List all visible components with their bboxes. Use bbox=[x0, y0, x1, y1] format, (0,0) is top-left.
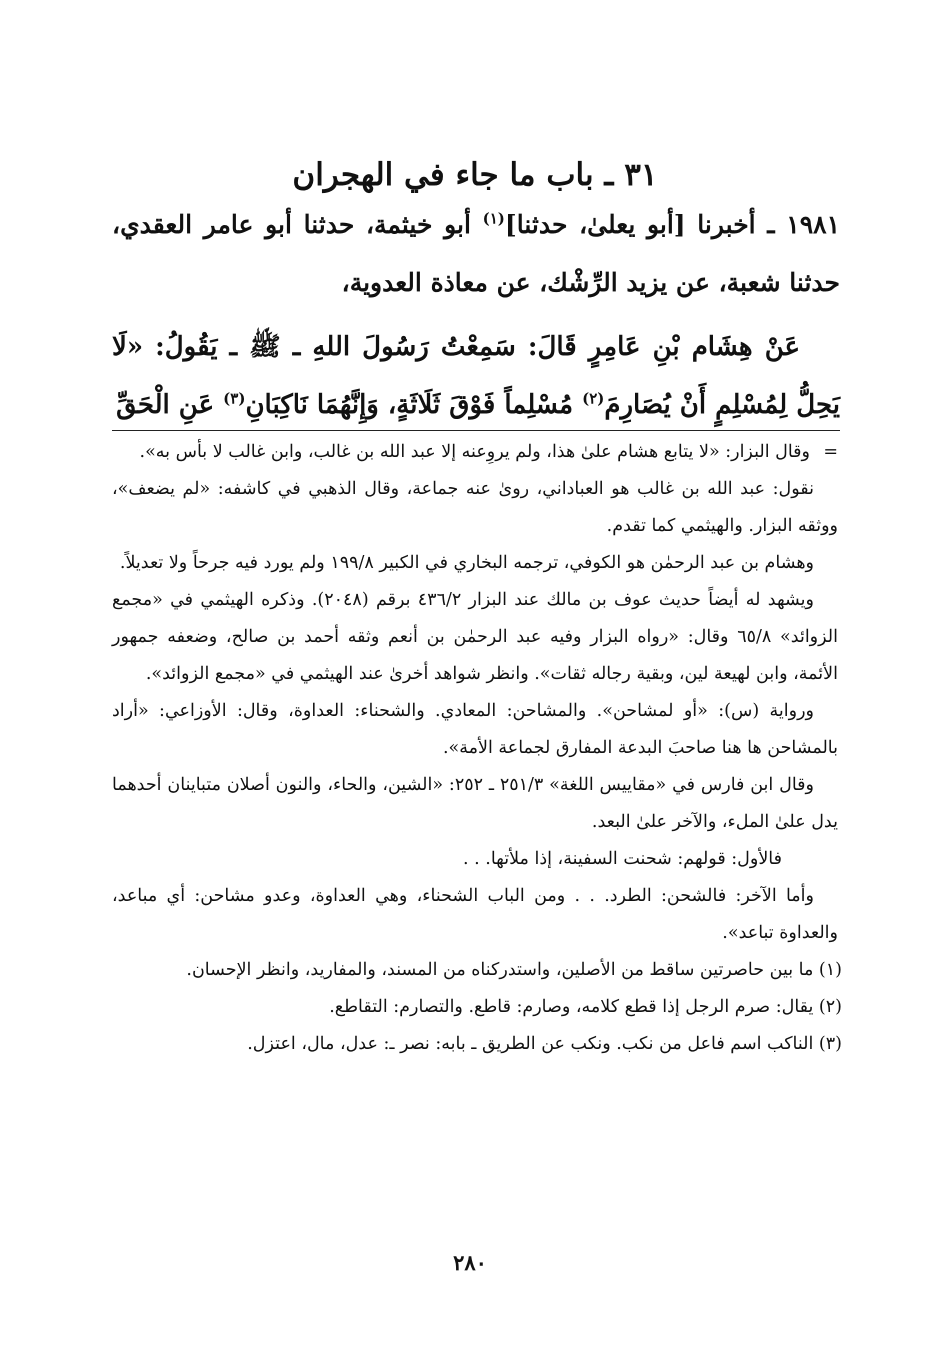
chapter-title: ٣١ ـ باب ما جاء في الهجران bbox=[292, 156, 658, 193]
footnote-ref-2: (٢) bbox=[582, 389, 605, 408]
note-riwayah: ورواية (س): «أو لمشاحن». والمشاحن: المعادي. والشحناء: العداوة، وقال: الأوزاعي: «أراد بالمشاحن ها هنا صاحبَ البدعة المفارق لجماعة الأمة». bbox=[112, 701, 838, 758]
footnote-3: (٣) الناكب اسم فاعل من نكب. ونكب عن الطريق ـ بابه: نصر ـ: عدل، مال، اعتزل. bbox=[247, 1034, 842, 1054]
matn-part-3: عَنِ الْحَقِّ bbox=[116, 390, 224, 420]
note-abdullah-ibn-ghalib: نقول: عبد الله بن غالب هو العباداني، روىٰ عنه جماعة، وقال الذهبي في كاشفه: «لم يضعف»، ووثقه البزار. والهيثمي كما تقدم. bbox=[112, 479, 838, 536]
notes-section bbox=[112, 434, 842, 1063]
note-bazzar: = وقال البزار: «لا يتابع هشام علىٰ هذا، ولم يروِعنه إلا عبد الله بن غالب، وابن غالب لا بأس به». bbox=[112, 434, 838, 471]
note-awf-ibn-malik: ويشهد له أيضاً حديث عوف بن مالك عند البزار ٤٣٦/٢ برقم (٢٠٤٨). وذكره الهيثمي في «مجمع الزوائد» ٦٥/٨ وقال: «رواه البزار وفيه عبد الرحمٰن بن أنعم وثقه أحمد بن صالح، وضعفه جمهور الأئمة، وابن لهيعة لين، وبقية رجاله ثقات». وانظر شواهد أخرىٰ عند الهيثمي في «مجمع الزوائد». bbox=[112, 590, 838, 684]
footnote-2: (٢) يقال: صرم الرجل إذا قطع كلامه، وصارم: قاطع. والتصارم: التقاطع. bbox=[329, 997, 842, 1017]
isnad-start: ١٩٨١ ـ أخبرنا [أبو يعلىٰ، حدثنا] bbox=[504, 210, 840, 239]
footnotes bbox=[112, 952, 842, 1063]
note-second-meaning: وأما الآخر: فالشحن: الطرد. . . ومن الباب الشحناء، وهي العداوة، وعدو مشاحن: أي مباعد، والعداوة تباعد». bbox=[112, 886, 838, 943]
note-ibn-faris: وقال ابن فارس في «مقاييس اللغة» ٢٥١/٣ ـ ٢٥٢: «الشين، والحاء، والنون أصلان متباينان أحدهما يدل علىٰ الملء، والآخر علىٰ البعد. bbox=[112, 775, 838, 832]
hadith-matn bbox=[112, 318, 840, 434]
hadith-text bbox=[112, 196, 840, 434]
note-hisham: وهشام بن عبد الرحمٰن هو الكوفي، ترجمه البخاري في الكبير ١٩٩/٨ ولم يورد فيه جرحاً ولا تعديلاً. bbox=[119, 553, 814, 573]
note-first-meaning: فالأول: قولهم: شحنت السفينة، إذا ملأتها. . . bbox=[463, 849, 782, 869]
footnote-ref-1: (١) bbox=[482, 209, 505, 228]
page-number: ٢٨٠ bbox=[453, 1250, 487, 1275]
matn-part-2: مُسْلِماً فَوْقَ ثَلَاثَةٍ، وَإِنَّهُمَا نَاكِبَانِ bbox=[245, 390, 583, 420]
footnote-1: (١) ما بين حاصرتين ساقط من الأصلين، واستدركناه من المسند، والمفاريد، وانظر الإحسان. bbox=[186, 960, 842, 980]
matn-part-1: عَنْ هِشَام بْنِ عَامِرٍ قَالَ: سَمِعْتُ رَسُولَ اللهِ ـ ﷺ ـ يَقُولُ: «لَا يَحِلُّ لِمُسْلِمٍ أَنْ يُصَارِمَ bbox=[112, 332, 840, 420]
isnad-rest: أبو خيثمة، حدثنا أبو عامر العقدي، حدثنا شعبة، عن يزيد الرِّشْك، عن معاذة العدوية، bbox=[112, 210, 840, 297]
footnote-separator bbox=[112, 430, 840, 431]
footnote-ref-3: (٣) bbox=[223, 389, 246, 408]
hadith-isnad bbox=[112, 196, 840, 312]
continuation-mark: = bbox=[823, 442, 838, 462]
